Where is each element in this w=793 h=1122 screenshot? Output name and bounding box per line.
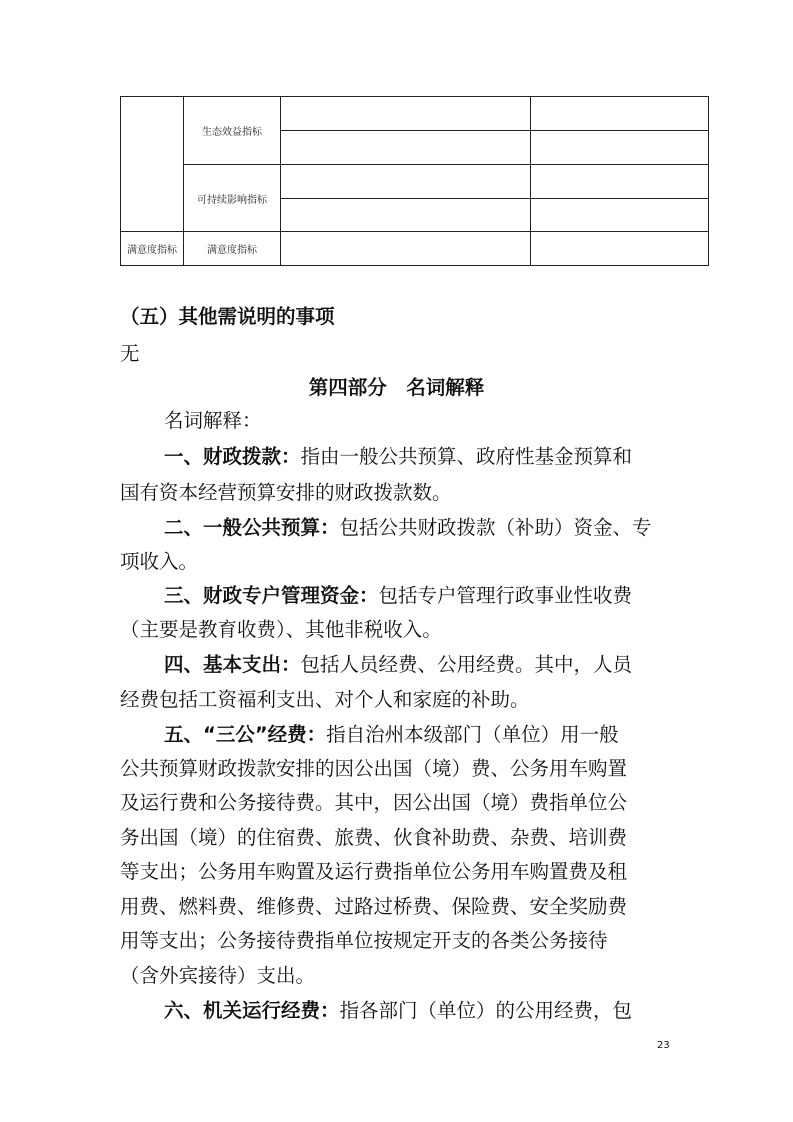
term-continuation: 公共预算财政拨款安排的因公出国（境）费、公务用车购置 — [120, 757, 628, 780]
term-continuation: 用费、燃料费、维修费、过路过桥费、保险费、安全奖励费 — [120, 895, 628, 918]
glossary-intro: 名词解释： — [164, 409, 262, 432]
term-line — [164, 995, 632, 1023]
table-cell — [531, 199, 709, 232]
term-label: 六、机关运行经费： — [164, 999, 340, 1022]
table-cell — [121, 97, 184, 232]
term-continuation: 国有资本经营预算安排的财政拨款数。 — [120, 481, 452, 504]
part4-title: 第四部分 名词解释 — [308, 376, 485, 399]
term-definition: 指自治州本级部门（单位）用一般 — [326, 723, 619, 746]
term-definition: 包括公共财政拨款（补助）资金、专 — [339, 516, 652, 539]
term-definition: 包括人员经费、公用经费。其中，人员 — [300, 653, 633, 676]
table-cell — [531, 165, 709, 199]
page-number: 23 — [657, 1040, 670, 1051]
section5-heading: （五）其他需说明的事项 — [120, 305, 335, 328]
table-cell — [281, 165, 531, 199]
section5-body: 无 — [120, 342, 140, 365]
term-continuation: 经费包括工资福利支出、对个人和家庭的补助。 — [120, 688, 530, 711]
table-cell — [281, 199, 531, 232]
term-continuation: 务出国（境）的住宿费、旅费、伙食补助费、杂费、培训费 — [120, 826, 628, 849]
table-cell — [531, 232, 709, 266]
term-line — [164, 512, 652, 540]
term-label: 五、“三公”经费： — [164, 723, 327, 746]
term-definition: 指各部门（单位）的公用经费，包 — [339, 999, 633, 1022]
term-continuation: 项收入。 — [120, 550, 199, 573]
table-cell-satisfaction-indicator: 满意度指标 — [184, 232, 281, 266]
term-continuation: （主要是教育收费）、其他非税收入。 — [120, 618, 442, 641]
table-cell — [281, 97, 531, 131]
term-definition: 指由一般公共预算、政府性基金预算和 — [300, 445, 633, 468]
term-line — [164, 719, 619, 747]
term-continuation: 等支出；公务用车购置及运行费指单位公务用车购置费及租 — [120, 860, 628, 883]
term-label: 三、财政专户管理资金： — [164, 584, 379, 607]
term-definition: 包括专户管理行政事业性收费 — [378, 584, 633, 607]
term-line — [164, 649, 632, 677]
term-line — [164, 580, 632, 608]
term-continuation: 用等支出；公务接待费指单位按规定开支的各类公务接待 — [120, 929, 608, 952]
table-cell-satisfaction-category: 满意度指标 — [121, 232, 184, 266]
table-cell-ecological-indicator: 生态效益指标 — [184, 97, 281, 165]
term-line — [164, 441, 632, 469]
table-cell — [281, 232, 531, 266]
table-cell — [281, 131, 531, 165]
performance-indicator-table — [120, 96, 709, 266]
term-label: 一、财政拨款： — [164, 445, 301, 468]
table-cell — [531, 131, 709, 165]
term-label: 二、一般公共预算： — [164, 516, 340, 539]
term-continuation: 及运行费和公务接待费。其中，因公出国（境）费指单位公 — [120, 791, 628, 814]
table-cell-sustainability-indicator: 可持续影响指标 — [184, 165, 281, 232]
table-cell — [531, 97, 709, 131]
term-continuation: （含外宾接待）支出。 — [120, 964, 316, 987]
term-label: 四、基本支出： — [164, 653, 301, 676]
